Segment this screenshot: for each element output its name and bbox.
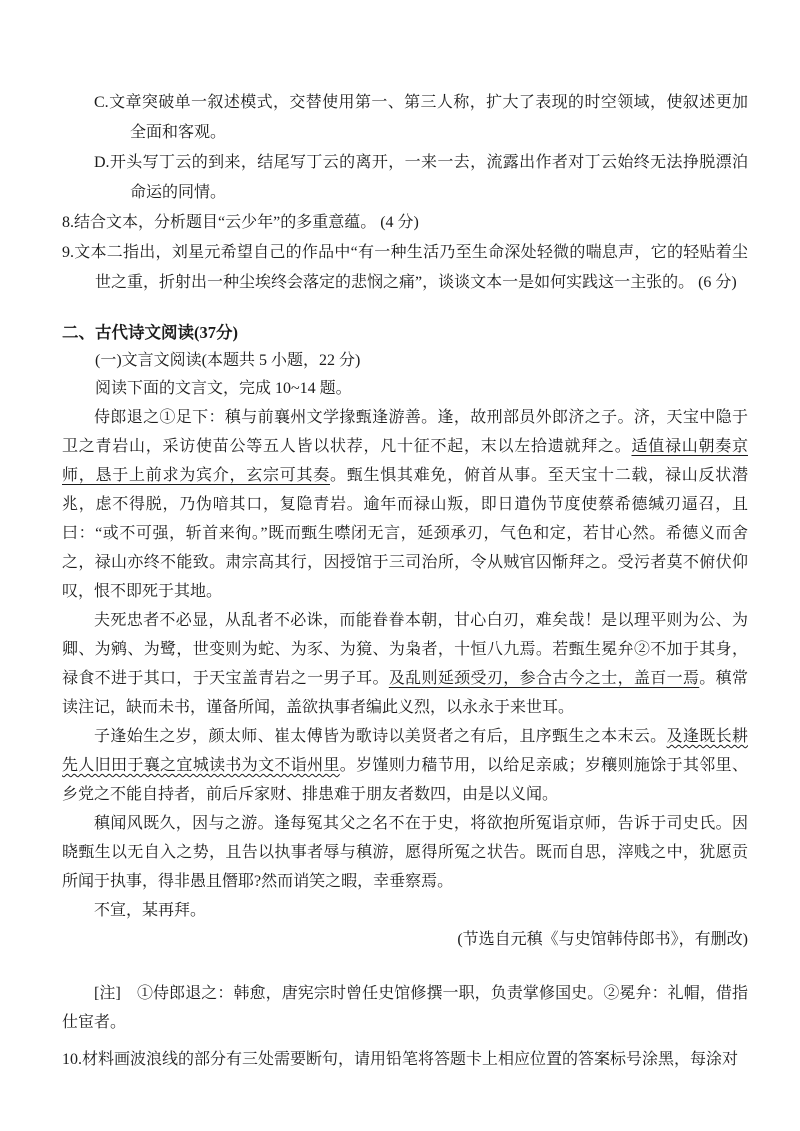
passage-paragraph-5: 不宣，某再拜。 [94, 902, 207, 919]
option-d: D.开头写丁云的到来，结尾写丁云的离开，一来一去，流露出作者对丁云始终无法挣脱漂泊命运的同情。 [94, 154, 748, 201]
classical-passage [62, 403, 748, 925]
passage-paragraph-3: 子逢始生之岁，颜太师、崔太傅皆为歌诗以美贤者之有后，且序甄生之本末云。及逢既长耕先人旧田于襄之宜城读书为文不诣州里。岁馑则力穑节用，以给足亲戚；岁穰则施馀于其邻里、乡党之不能自持者，前后斥家财、排患难于朋友者数四，由是以义闻。 [62, 728, 748, 803]
passage-paragraph-2: 夫死忠者不必显，从乱者不必诛，而能眷眷本朝，甘心白刃，难矣哉！是以理平则为公、为卿、为鹓、为鹭，世变则为蛇、为豕、为獍、为枭者，十恒八九焉。若甄生冕弁②不加于其身，禄食不进于其口，于天宝盖青岩之一男子耳。及乱则延颈受刃，参合古今之士，盖百一焉。稹常读注记，缺而未书，谨备所闻，盖欲执事者编此义烈，以永永于来世耳。 [62, 612, 748, 716]
question-10: 10.材料画波浪线的部分有三处需要断句，请用铅笔将答题卡上相应位置的答案标号涂黑，每涂对 [62, 1051, 739, 1068]
passage-paragraph-4: 稹闻风既久，因与之游。逢每冤其父之名不在于史，将欲抱所冤诣京师，告诉于司史氏。因晓甄生以无自入之势，且告以执事者辱与稹游，愿得所冤之状告。既而自思，滓贱之中，犹愿贡所闻于执事，得非愚且僭耶?然而诮笑之暇，幸垂察焉。 [62, 815, 748, 890]
question-9: 9.文本二指出，刘星元希望自己的作品中“有一种生活乃至生命深处轻微的喘息声，它的轻贴着尘世之重，折射出一种尘埃终会落定的悲悯之痛”，谈谈文本一是如何实践这一主张的。 (6 分) [62, 244, 748, 291]
subsection-title: (一)文言文阅读(本题共 5 小题，22 分) [95, 352, 361, 369]
question-8: 8.结合文本，分析题目“云少年”的多重意蕴。 (4 分) [62, 214, 419, 231]
option-c: C.文章突破单一叙述模式，交替使用第一、第三人称，扩大了表现的时空领域，使叙述更加全面和客观。 [94, 94, 748, 141]
footnote: [注] ①侍郎退之：韩愈，唐宪宗时曾任史馆修撰一职，负责掌修国史。②冕弁：礼帽，借指仕宦者。 [62, 985, 748, 1031]
section-title: 二、古代诗文阅读(37分) [62, 323, 238, 342]
source-attribution: (节选自元稹《与史馆韩侍郎书》，有删改) [457, 931, 748, 948]
passage-instruction: 阅读下面的文言文，完成 10~14 题。 [95, 380, 352, 397]
passage-paragraph-1: 侍郎退之①足下：稹与前襄州文学掾甄逢游善。逢，故刑部员外郎济之子。济，天宝中隐于卫之青岩山，采访使苗公等五人皆以状荐，凡十征不起，末以左拾遗就拜之。适值禄山朝奏京师，恳于上前求为宾介，玄宗可其奏。甄生惧其难免，俯首从事。至天宝十二载，禄山反状潜兆，虑不得脱，乃伪喑其口，复隐青岩。逾年而禄山叛，即日遣伪节度使蔡希德缄刃逼召，且曰：“或不可强，斩首来徇。”既而甄生噤闭无言，延颈承刃，气色和定，若甘心然。希德义而舍之，禄山亦终不能致。肃宗高其行，因授馆于三司治所，令从贼官囚惭拜之。受污者莫不俯伏仰叹，恨不即死于其地。 [62, 409, 748, 600]
